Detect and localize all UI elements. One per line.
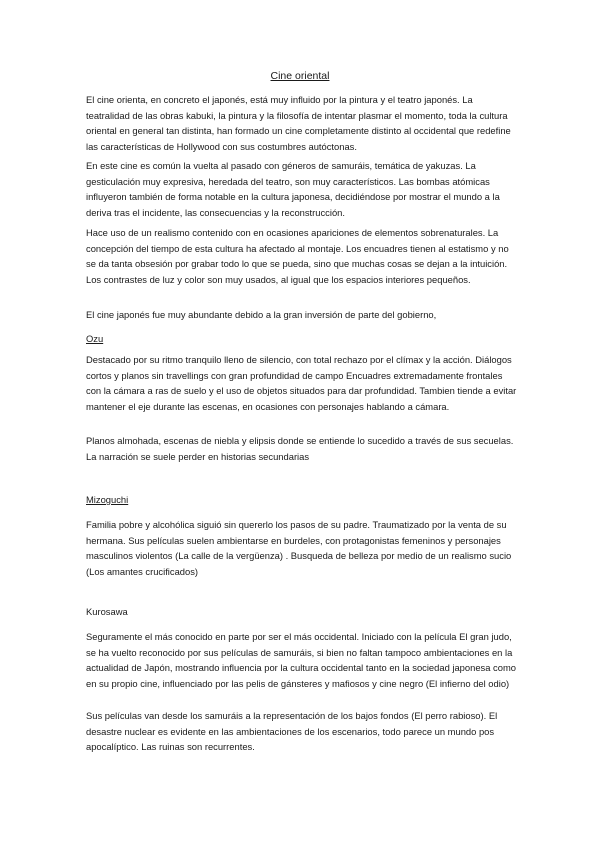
intro-paragraph-3: Hace uso de un realismo contenido con en ocasiones apariciones de elementos sobrenaturales. La concepción del tiempo de esta cultura ha afectado al montaje. Los encuadres tienen al estatismo y no se da tanta obsesión por grabar todo lo que se pueda, sino que muchas cosas se dejan a la intuición. Los contrastes de luz y color son muy usados, al igual que los espacios interiores pequeños. (86, 227, 509, 285)
ozu-paragraph-2: Planos almohada, escenas de niebla y elipsis donde se entiende lo sucedido a través de sus secuelas. La narración se suele perder en historias secundarias (86, 435, 514, 462)
intro-paragraph-4: El cine japonés fue muy abundante debido a la gran inversión de parte del gobierno, (86, 309, 437, 320)
document-title: Cine oriental (270, 70, 330, 82)
kurosawa-paragraph-2: Sus películas van desde los samuráis a la representación de los bajos fondos (El perro rabioso). El desastre nuclear es evidente en las ambientaciones de los escenarios, todo parece un mundo pos apocalíptico. Las ruinas son recurrentes. (86, 710, 498, 753)
intro-paragraph-2: En este cine es común la vuelta al pasado con géneros de samuráis, temática de yakuzas. La gesticulación muy expresiva, heredada del teatro, son muy característicos. Las bombas atómicas influyeron también de forma notable en la cultura japonesa, decidiéndose por mostrar el mundo a la deriva tras el incidente, las consecuencias y la reconstrucción. (86, 160, 500, 218)
section-heading-ozu: Ozu (86, 333, 104, 344)
section-heading-kurosawa: Kurosawa (86, 606, 128, 617)
kurosawa-paragraph-1: Seguramente el más conocido en parte por ser el más occidental. Iniciado con la película El gran judo, se ha vuelto reconocido por sus películas de samuráis, si bien no faltan tampoco ambientaciones en la actualidad de Japón, mostrando influencia por la cultura occidental tanto en la sociedad japonesa como en su propio cine, influenciado por las pelis de gánsteres y mafiosos y cine negro (El infierno del odio) (86, 631, 516, 689)
intro-paragraph-1: El cine orienta, en concreto el japonés, está muy influido por la pintura y el teatro japonés. La teatralidad de las obras kabuki, la pintura y la filosofía de intentar plasmar el momento, toda la cultura oriental en general tan distinta, han formado un cine completamente distinto al occidental que redefine las características de Hollywood con sus costumbres autóctonas. (86, 94, 511, 152)
mizoguchi-paragraph-1: Familia pobre y alcohólica siguió sin quererlo los pasos de su padre. Traumatizado por la venta de su hermana. Sus películas suelen ambientarse en burdeles, con protagonistas femeninos y personajes masculinos violentos (La calle de la vergüenza) . Busqueda de belleza por medio de un realismo sucio (Los amantes crucificados) (86, 519, 512, 577)
ozu-paragraph-1: Destacado por su ritmo tranquilo lleno de silencio, con total rechazo por el clímax y la acción. Diálogos cortos y planos sin travellings con gran profundidad de campo Encuadres extremadamente frontales con la cámara a ras de suelo y el uso de objetos situados para dar profundidad. Tambien tiende a evitar mantener el eje durante las escenas, en ocasiones con personajes hablando a cámara. (86, 354, 517, 412)
section-heading-mizoguchi: Mizoguchi (86, 494, 129, 505)
